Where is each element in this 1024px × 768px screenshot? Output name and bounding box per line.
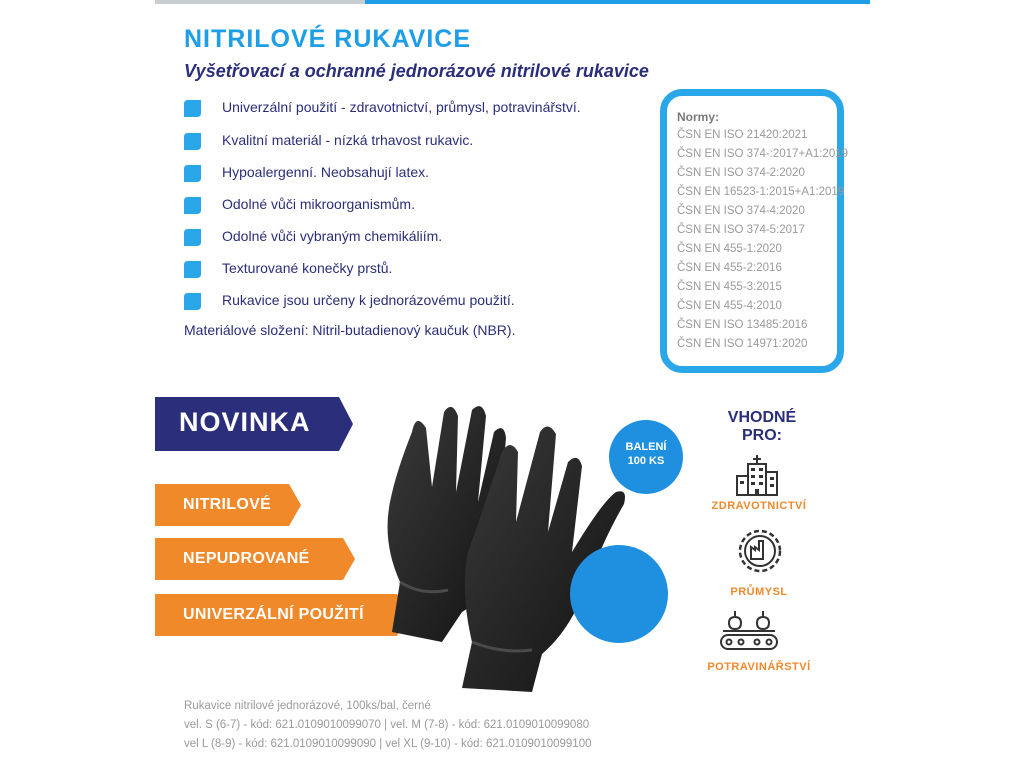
package-badge-text [609,440,683,468]
norms-box [660,89,849,373]
use-label-industry: PRŮMYSL [730,586,788,598]
tag-univerzalni-label: UNIVERZÁLNÍ POUŽITÍ [183,606,364,623]
footer-codes-l-xl: vel L (8-9) - kód: 621.0109010099090 | vel XL (9-10) - kód: 621.0109010099100 [184,738,592,750]
norm-item: ČSN EN ISO 13485:2016 [677,319,808,331]
bullet-icon [184,133,201,150]
factory-gear-icon [734,525,786,577]
food-conveyor-icon [719,607,779,653]
footer-description: Rukavice nitrilové jednorázové, 100ks/bal, černé [184,700,431,712]
feature-text: Hypoalergenní. Neobsahují latex. [222,164,430,180]
norm-item: ČSN EN ISO 14971:2020 [677,338,808,350]
decorative-circle [570,545,668,643]
black-gloves-image [372,392,634,692]
page-subtitle: Vyšetřovací a ochranné jednorázové nitrilové rukavice [184,61,649,81]
top-divider-gray [155,0,365,4]
package-badge-line1: BALENÍ [625,441,667,453]
norm-item: ČSN EN ISO 374-5:2017 [677,224,805,236]
hospital-building-icon [735,454,779,496]
suitable-heading [712,409,812,445]
feature-text: Rukavice jsou určeny k jednorázovému použití. [222,292,515,308]
use-label-food: POTRAVINÁŘSTVÍ [707,661,811,673]
bullet-icon [184,100,201,117]
norm-item: ČSN EN 455-1:2020 [677,243,782,255]
norm-item: ČSN EN ISO 374-4:2020 [677,205,805,217]
norm-item: ČSN EN ISO 374-:2017+A1:2019 [677,148,849,160]
use-label-healthcare: ZDRAVOTNICTVÍ [711,500,807,512]
bullet-icon [184,165,201,182]
feature-text: Kvalitní materiál - nízká trhavost rukavic. [222,132,474,148]
feature-text: Univerzální použití - zdravotnictví, průmysl, potravinářství. [222,99,581,115]
page-title: NITRILOVÉ RUKAVICE [184,25,471,53]
norm-item: ČSN EN 16523-1:2015+A1:2019 [677,186,845,198]
norm-item: ČSN EN 455-4:2010 [677,300,782,312]
tag-nepudrovane-label: NEPUDROVANÉ [183,550,310,567]
package-badge-line2: 100 KS [627,455,665,467]
suitable-heading-line2: PRO: [742,427,782,444]
norm-item: ČSN EN ISO 374-2:2020 [677,167,805,179]
bullet-icon [184,293,201,310]
norm-item: ČSN EN ISO 21420:2021 [677,129,808,141]
material-composition: Materiálové složení: Nitril-butadienový kaučuk (NBR). [184,322,516,338]
norm-item: ČSN EN 455-3:2015 [677,281,782,293]
novinka-label: NOVINKA [179,407,311,437]
bullet-icon [184,261,201,278]
norms-title: Normy: [677,110,720,124]
norm-item: ČSN EN 455-2:2016 [677,262,782,274]
top-divider-blue [365,0,870,4]
feature-text: Odolné vůči mikroorganismům. [222,196,415,212]
feature-text: Odolné vůči vybraným chemikáliím. [222,228,443,244]
tag-nitrilove-label: NITRILOVÉ [183,496,272,513]
bullet-icon [184,229,201,246]
feature-text: Texturované konečky prstů. [222,260,393,276]
suitable-heading-line1: VHODNÉ [727,409,797,426]
footer-codes-s-m: vel. S (6-7) - kód: 621.0109010099070 | vel. M (7-8) - kód: 621.0109010099080 [184,719,590,731]
bullet-icon [184,197,201,214]
